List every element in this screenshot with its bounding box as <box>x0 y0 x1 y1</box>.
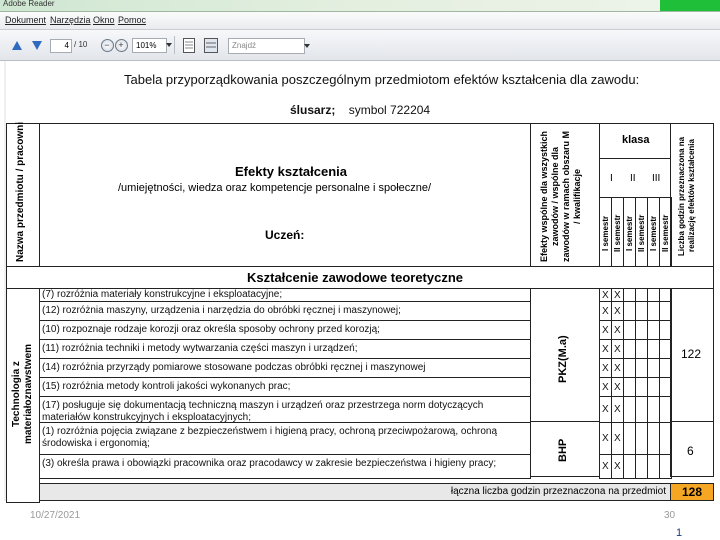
header-effects-subtitle: /umiejętności, wiedza oraz kompetencje personalne i społeczne/ <box>118 182 432 194</box>
x-mark: X <box>614 305 621 317</box>
table-row <box>39 422 531 455</box>
semester-label: I semestr <box>625 215 634 251</box>
x-mark: X <box>602 433 609 444</box>
search-input[interactable]: Znajdź <box>228 38 305 54</box>
effect-text: (12) rozróżnia maszyny, urządzenia i narzędzia do obróbki ręcznej i maszynowej; <box>42 305 401 316</box>
table-row <box>39 454 531 479</box>
group1-hours: 122 <box>681 347 702 361</box>
profession-symbol: symbol 722204 <box>348 103 431 117</box>
header-class-levels <box>599 158 671 198</box>
menu-okno[interactable]: Okno <box>93 15 115 25</box>
slide-date: 10/27/2021 <box>30 510 81 521</box>
class-II: II <box>630 173 636 184</box>
arrow-down-icon <box>32 41 42 50</box>
x-mark: X <box>614 381 621 393</box>
total-row <box>39 483 671 501</box>
section-row <box>6 266 714 289</box>
header-common-cell <box>530 123 600 267</box>
header-class: klasa <box>622 134 650 146</box>
section-title: Kształcenie zawodowe teoretyczne <box>247 270 464 285</box>
header-class-cell <box>599 123 671 159</box>
x-mark: X <box>602 404 609 415</box>
next-page-button[interactable] <box>28 36 46 54</box>
semester-label: II semestr <box>613 214 622 252</box>
x-mark: X <box>614 289 621 301</box>
subject-cell <box>6 288 40 503</box>
table-row <box>39 339 531 359</box>
x-mark: X <box>602 461 609 472</box>
fit-width-button[interactable] <box>202 36 220 54</box>
class-I: I <box>610 173 613 184</box>
header-common-text: Efekty wspólne dla wszystkich zawodów / wspólne dla zawodów w ramach obszaru M / kwalifikacje <box>539 130 582 262</box>
page-number-input[interactable]: 4 <box>50 39 72 53</box>
x-mark: X <box>614 324 621 336</box>
effect-text: (14) rozróżnia przyrządy pomiarowe stosowane podczas obróbki ręcznej i maszynowej <box>42 362 426 373</box>
page-width-icon <box>204 38 218 53</box>
plus-icon: + <box>115 39 128 52</box>
x-mark: X <box>602 324 609 336</box>
zoom-dropdown-icon[interactable] <box>166 43 172 47</box>
page-fit-icon <box>183 38 195 53</box>
header-effects-title: Efekty kształcenia <box>235 164 348 179</box>
corner-number: 1 <box>676 527 683 539</box>
semester-label: II semestr <box>661 214 670 252</box>
menu-narzedzia[interactable]: Narzędzia <box>50 15 91 25</box>
fit-page-button[interactable] <box>180 36 198 54</box>
zoom-input[interactable]: 101% <box>132 38 167 53</box>
x-mark: X <box>614 343 621 355</box>
arrow-up-icon <box>12 41 22 50</box>
menu-dokument[interactable]: Dokument <box>5 15 47 25</box>
toolbar-separator <box>174 36 175 54</box>
effect-text: (7) rozróżnia materiały konstrukcyjne i eksploatacyjne; <box>42 289 283 300</box>
x-mark: X <box>614 461 621 472</box>
document-view <box>0 61 720 540</box>
total-label: łączna liczba godzin przeznaczona na przedmiot <box>450 486 666 497</box>
header-hours-text: Liczba godzin przeznaczona na realizację efektów kształcenia <box>677 136 696 256</box>
titlebar-accent <box>660 0 720 11</box>
menu-pomoc[interactable]: Pomoc <box>118 15 147 25</box>
semester-label: I semestr <box>649 215 658 251</box>
subject-name: Technologia z materiałoznawstwem <box>11 343 34 445</box>
header-student: Uczeń: <box>265 228 305 242</box>
x-mark: X <box>614 404 621 415</box>
slide-page-number: 30 <box>664 510 676 521</box>
group1-hours-cell <box>670 288 714 422</box>
profession-name: ślusarz; <box>290 103 336 117</box>
window-title: Adobe Reader <box>3 0 55 8</box>
document-title: Tabela przyporządkowania poszczególnym przedmiotom efektów kształcenia dla zawodu: <box>124 72 640 87</box>
table-row <box>39 358 531 378</box>
zoom-in-button[interactable] <box>112 36 130 54</box>
header-subject-text: Nazwa przedmiotu / pracowni <box>15 121 26 262</box>
header-subject-cell <box>6 123 40 267</box>
x-mark: X <box>614 362 621 374</box>
semester-label: II semestr <box>637 214 646 252</box>
group1-label-cell <box>530 288 600 422</box>
table-row <box>39 377 531 397</box>
table-row <box>39 320 531 340</box>
total-hours-cell <box>670 483 714 501</box>
total-hours: 128 <box>682 485 703 499</box>
minus-icon: − <box>101 39 114 52</box>
group1-label: PKZ(M.a) <box>557 335 569 383</box>
previous-page-button[interactable] <box>8 36 26 54</box>
header-hours-cell <box>670 123 714 267</box>
table-row <box>39 396 531 423</box>
group2-hours: 6 <box>687 444 694 458</box>
effect-text: (11) rozróżnia techniki i metody wytwarzania części maszyn i urządzeń; <box>42 343 358 354</box>
table-row <box>39 301 531 321</box>
page-total: / 10 <box>74 40 88 49</box>
effect-text: (10) rozpoznaje rodzaje korozji oraz określa sposoby ochrony przed korozją; <box>42 324 380 335</box>
effect-text: (17) posługuje się dokumentacją techniczną maszyn i urządzeń oraz przestrzega norm dotyczących materiałów konstrukcyjnych i eksploatacyjnych; <box>42 400 484 423</box>
group2-label: BHP <box>557 438 569 462</box>
class-III: III <box>652 173 661 184</box>
group2-label-cell <box>530 421 600 477</box>
effect-text: (3) określa prawa i obowiązki pracownika oraz pracodawcy w zakresie bezpieczeństwa i higieny pracy; <box>42 458 497 469</box>
x-mark: X <box>614 433 621 444</box>
x-mark: X <box>602 305 609 317</box>
group2-hours-cell <box>670 421 714 477</box>
x-mark: X <box>602 362 609 374</box>
effect-text: (1) rozróżnia pojęcia związane z bezpieczeństwem i higieną pracy, ochroną przeciwpożarową, ochroną środowiska i ergonomią; <box>42 426 498 449</box>
search-dropdown-icon[interactable] <box>304 44 310 48</box>
x-mark: X <box>602 381 609 393</box>
toolbar <box>0 30 720 61</box>
x-mark: X <box>602 289 609 301</box>
effect-text: (15) rozróżnia metody kontroli jakości wykonanych prac; <box>42 381 291 392</box>
header-effects-cell <box>39 123 531 267</box>
semester-label: I semestr <box>601 215 610 251</box>
menu-bar <box>0 12 720 30</box>
table-row <box>39 288 531 302</box>
document-subtitle <box>290 103 430 117</box>
x-mark: X <box>602 343 609 355</box>
window-titlebar <box>0 0 720 12</box>
